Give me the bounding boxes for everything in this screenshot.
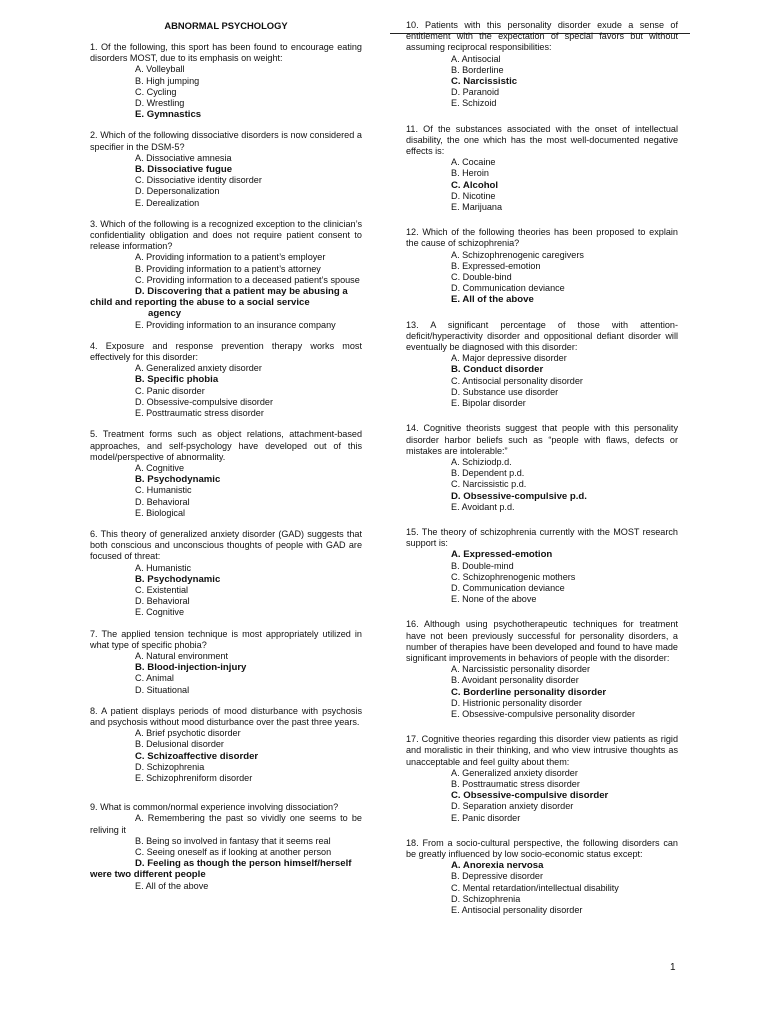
option: D. Histrionic personality disorder	[451, 697, 582, 708]
question-stem: 12. Which of the following theories has been proposed to explain the cause of schizophrenia?	[406, 227, 678, 249]
option: E. Posttraumatic stress disorder	[135, 408, 264, 419]
option: A. Generalized anxiety disorder	[451, 767, 578, 778]
option: C. Cycling	[135, 86, 177, 97]
answer-option: C. Borderline personality disorder	[451, 686, 607, 698]
option: A. Remembering the past so vividly one seems to be reliving it	[90, 813, 362, 835]
option: E. Schizophreniform disorder	[135, 772, 253, 783]
option: C. Mental retardation/intellectual disability	[451, 882, 619, 893]
option: E. Providing information to an insurance company	[135, 319, 336, 330]
option: A. Dissociative amnesia	[135, 152, 232, 163]
option: E. Schizoid	[451, 98, 497, 109]
answer-option: B. Conduct disorder	[451, 364, 544, 376]
question-stem: 6. This theory of generalized anxiety disorder (GAD) suggests that both conscious and unconscious thoughts of people with GAD are focused of threat:	[90, 528, 362, 562]
question-stem: 10. Patients with this personality disorder exude a sense of entitlement with the expectation of special favors but without assuming reciprocal responsibilities:	[406, 20, 678, 53]
option: D. Behavioral	[135, 596, 190, 607]
question-4	[90, 341, 362, 419]
option: A. Schiziodp.d.	[451, 456, 512, 467]
option: D. Obsessive-compulsive disorder	[135, 396, 273, 407]
question-stem: 3. Which of the following is a recognized exception to the clinician’s confidentiality obligation and does not require patient consent to release information?	[90, 218, 362, 252]
option: E. Cognitive	[135, 607, 185, 618]
question-stem: 8. A patient displays periods of mood disturbance with psychosis and psychosis without mood disturbance over the past three years.	[90, 705, 362, 727]
question-stem: 18. From a socio-cultural perspective, the following disorders can be greatly influenced by low socio-economic status except:	[406, 837, 678, 859]
option: A. Schizophrenogenic caregivers	[451, 249, 584, 260]
question-stem: 7. The applied tension technique is most appropriately utilized in what type of specific phobia?	[90, 628, 362, 650]
page-title: ABNORMAL PSYCHOLOGY	[164, 20, 288, 31]
option: C. Humanistic	[135, 485, 192, 496]
option: A. Generalized anxiety disorder	[135, 363, 262, 374]
option: E. Marijuana	[451, 202, 503, 213]
option: A. Volleyball	[135, 64, 185, 75]
option: B. Avoidant personality disorder	[451, 675, 579, 686]
question-12	[406, 227, 678, 305]
option: C. Dissociative identity disorder	[135, 175, 262, 186]
option: C. Double-bind	[451, 272, 512, 283]
answer-option: C. Alcohol	[451, 179, 499, 191]
question-stem: 16. Although using psychotherapeutic techniques for treatment have not been previously successful for personality disorders, a number of therapies have been developed and found to have made significant improvements in behaviors of people with the disorder:	[406, 619, 678, 663]
option: E. Biological	[135, 507, 186, 518]
option: D. Nicotine	[451, 190, 496, 201]
option: B. High jumping	[135, 75, 200, 86]
option: E. Avoidant p.d.	[451, 501, 515, 512]
option: E. None of the above	[451, 594, 537, 605]
option: B. Expressed-emotion	[451, 260, 541, 271]
question-8	[90, 706, 362, 784]
answer-option: B. Psychodynamic	[135, 573, 221, 585]
option: D. Depersonalization	[135, 186, 220, 197]
answer-option: D. Discovering that a patient may be abusing a child and reporting the abuse to a social service	[90, 286, 348, 309]
option: A. Cognitive	[135, 462, 185, 473]
answer-option: A. Expressed-emotion	[451, 549, 553, 561]
option: D. Communication deviance	[451, 283, 565, 294]
question-9	[90, 802, 362, 892]
option: E. Derealization	[135, 197, 200, 208]
question-16	[406, 619, 678, 720]
option: C. Existential	[135, 584, 189, 595]
option: A. Narcissistic personality disorder	[451, 664, 590, 675]
option: B. Dependent p.d.	[451, 468, 525, 479]
option: E. Panic disorder	[451, 812, 521, 823]
option: D. Communication deviance	[451, 582, 565, 593]
answer-option: D. Obsessive-compulsive p.d.	[451, 490, 587, 502]
option: C. Panic disorder	[135, 385, 205, 396]
answer-option: E. All of the above	[451, 294, 534, 306]
question-1	[90, 42, 362, 120]
option: A. Major depressive disorder	[451, 353, 567, 364]
option: D. Wrestling	[135, 98, 185, 109]
option: D. Schizophrenia	[135, 761, 205, 772]
question-stem: 11. Of the substances associated with the onset of intellectual disability, the one which has the most well-documented negative effects is:	[406, 123, 678, 157]
option: D. Behavioral	[135, 496, 190, 507]
question-14	[406, 423, 678, 513]
header-rule	[390, 33, 690, 34]
option: E. All of the above	[135, 880, 209, 891]
option: A. Humanistic	[135, 562, 192, 573]
option: C. Seeing oneself as if looking at another person	[135, 847, 332, 857]
question-stem: 4. Exposure and response prevention therapy works most effectively for this disorder:	[90, 340, 362, 363]
question-stem: 14. Cognitive theorists suggest that people with this personality disorder harbor beliefs such as “people with flaws, defects or mistakes are intolerable:”	[406, 423, 678, 456]
answer-option: A. Anorexia nervosa	[451, 860, 544, 872]
option: B. Providing information to a patient’s attorney	[135, 263, 321, 274]
option: B. Double-mind	[451, 560, 514, 571]
option: A. Brief psychotic disorder	[135, 728, 241, 739]
option: E. Bipolar disorder	[451, 398, 526, 409]
answer-option: B. Blood-injection-injury	[135, 662, 247, 674]
question-6	[90, 529, 362, 619]
option: B. Delusional disorder	[135, 739, 224, 750]
option: C. Providing information to a deceased patient’s spouse	[135, 274, 360, 285]
option: C. Schizophrenogenic mothers	[451, 571, 576, 582]
question-3	[90, 219, 362, 331]
question-17	[406, 734, 678, 824]
answer-option: B. Dissociative fugue	[135, 164, 233, 176]
option: A. Antisocial	[451, 53, 501, 64]
answer-option: D. Feeling as though the person himself/herself were two different people	[90, 858, 352, 881]
option: A. Natural environment	[135, 650, 229, 661]
page-number: 1	[670, 962, 676, 973]
left-column	[90, 20, 362, 902]
option: D. Paranoid	[451, 87, 500, 98]
answer-option-continued: agency	[148, 308, 182, 320]
option: B. Posttraumatic stress disorder	[451, 778, 580, 789]
question-11	[406, 124, 678, 214]
answer-option: E. Gymnastics	[135, 109, 202, 121]
question-stem: 1. Of the following, this sport has been found to encourage eating disorders MOST, due to its emphasis on weight:	[90, 42, 362, 64]
option: D. Situational	[135, 684, 190, 695]
option: C. Narcissistic p.d.	[451, 479, 527, 490]
answer-option: B. Psychodynamic	[135, 474, 221, 486]
question-stem: 15. The theory of schizophrenia currently with the MOST research support is:	[406, 526, 678, 549]
option: C. Antisocial personality disorder	[451, 375, 583, 386]
option: A. Cocaine	[451, 157, 496, 168]
question-stem: 17. Cognitive theories regarding this disorder view patients as rigid and moralistic in their thinking, and who view intrusive thoughts as unacceptable and feel guilty about them:	[406, 734, 678, 767]
right-column	[406, 20, 678, 926]
question-stem: 2. Which of the following dissociative disorders is now considered a specifier in the DSM-5?	[90, 130, 362, 152]
option: D. Schizophrenia	[451, 893, 521, 904]
question-2	[90, 130, 362, 208]
option: D. Separation anxiety disorder	[451, 801, 574, 812]
option: A. Providing information to a patient’s employer	[135, 252, 326, 263]
option: B. Depressive disorder	[451, 871, 543, 882]
question-5	[90, 429, 362, 519]
question-stem: 9. What is common/normal experience involving dissociation?	[90, 802, 339, 813]
question-stem: 5. Treatment forms such as object relations, attachment-based approaches, and self-psychology have developed out of this model/perspective of abnormality.	[90, 429, 362, 462]
question-15	[406, 527, 678, 605]
option: B. Borderline	[451, 64, 504, 75]
option: C. Animal	[135, 673, 174, 684]
option: B. Heroin	[451, 168, 489, 179]
option: E. Obsessive-compulsive personality disorder	[451, 708, 635, 719]
question-stem: 13. A significant percentage of those with attention-deficit/hyperactivity disorder and oppositional defiant disorder will eventually be diagnosed with this disorder:	[406, 319, 678, 353]
answer-option: C. Obsessive-compulsive disorder	[451, 790, 609, 802]
answer-option: C. Narcissistic	[451, 76, 518, 88]
option: E. Antisocial personality disorder	[451, 905, 583, 916]
answer-option: B. Specific phobia	[135, 374, 219, 386]
question-13	[406, 320, 678, 410]
option: B. Being so involved in fantasy that it seems real	[135, 835, 331, 846]
option: D. Substance use disorder	[451, 386, 559, 397]
answer-option: C. Schizoaffective disorder	[135, 750, 259, 762]
question-18	[406, 838, 678, 916]
question-7	[90, 629, 362, 696]
